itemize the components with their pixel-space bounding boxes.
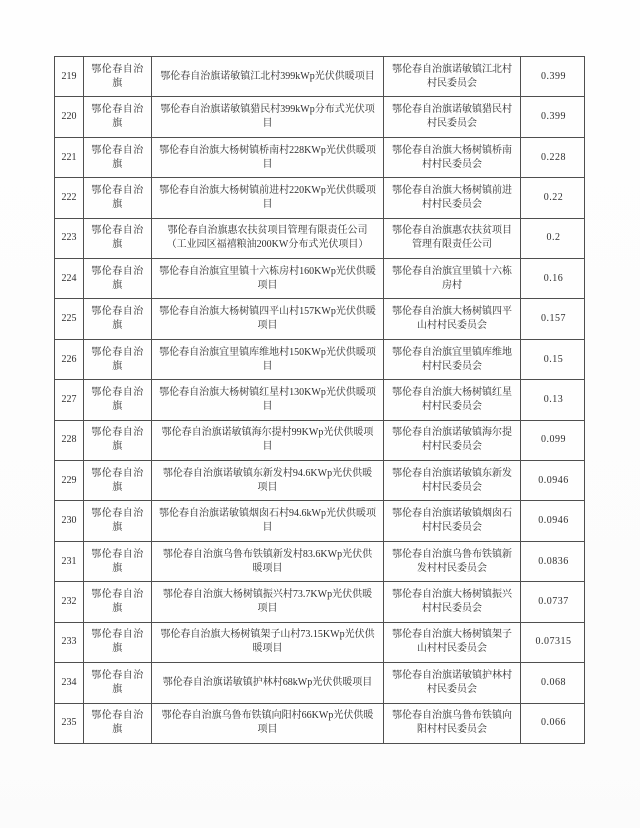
row-number-cell: 227 xyxy=(55,380,84,419)
row-number-cell: 231 xyxy=(55,542,84,581)
table-row xyxy=(55,663,584,703)
project-name-cell: 鄂伦春自治旗大杨树镇红星村130KWp光伏供暖项目 xyxy=(152,380,384,419)
table-body xyxy=(55,57,584,743)
value-cell: 0.099 xyxy=(541,434,566,446)
region-cell: 鄂伦春自治旗 xyxy=(84,663,152,702)
value-cell: 0.15 xyxy=(543,353,564,365)
project-name-cell: 鄂伦春自治旗乌鲁布铁镇向阳村66KWp光伏供暖项目 xyxy=(152,704,384,743)
organization-cell: 鄂伦春自治旗大杨树镇桥南村村民委员会 xyxy=(384,138,521,177)
region-cell: 鄂伦春自治旗 xyxy=(84,623,152,662)
row-number-cell: 224 xyxy=(55,259,84,298)
project-name-cell: 鄂伦春自治旗大杨树镇桥南村228KWp光伏供暖项目 xyxy=(152,138,384,177)
project-name-cell: 鄂伦春自治旗诺敏镇海尔提村99KWp光伏供暖项目 xyxy=(152,421,384,460)
row-number-cell: 226 xyxy=(55,340,84,379)
value-cell: 0.0836 xyxy=(538,555,569,567)
value-cell: 0.157 xyxy=(541,313,566,325)
row-number-cell: 220 xyxy=(55,97,84,136)
region-cell: 鄂伦春自治旗 xyxy=(84,97,152,136)
table-row xyxy=(55,542,584,582)
row-number-cell: 219 xyxy=(55,57,84,96)
row-number-cell: 221 xyxy=(55,138,84,177)
region-cell: 鄂伦春自治旗 xyxy=(84,178,152,217)
table-row xyxy=(55,501,584,541)
row-number-cell: 232 xyxy=(55,582,84,621)
table-row xyxy=(55,421,584,461)
project-subsidy-table xyxy=(54,56,585,744)
project-name-cell: 鄂伦春自治旗宜里镇十六栋房村160KWp光伏供暖项目 xyxy=(152,259,384,298)
project-name-cell: 鄂伦春自治旗大杨树镇架子山村73.15KWp光伏供暖项目 xyxy=(152,623,384,662)
table-row xyxy=(55,138,584,178)
organization-cell: 鄂伦春自治旗大杨树镇前进村村民委员会 xyxy=(384,178,521,217)
table-row xyxy=(55,461,584,501)
table-row xyxy=(55,178,584,218)
organization-cell: 鄂伦春自治旗诺敏镇海尔提村村民委员会 xyxy=(384,421,521,460)
organization-cell: 鄂伦春自治旗大杨树镇四平山村村民委员会 xyxy=(384,299,521,338)
table-row xyxy=(55,299,584,339)
project-name-cell: 鄂伦春自治旗大杨树镇四平山村157KWp光伏供暖项目 xyxy=(152,299,384,338)
project-name-cell: 鄂伦春自治旗宜里镇库维地村150KWp光伏供暖项目 xyxy=(152,340,384,379)
row-number-cell: 234 xyxy=(55,663,84,702)
project-name-cell: 鄂伦春自治旗惠农扶贫项目管理有限责任公司（工业园区福禧粮油200KW分布式光伏项目） xyxy=(152,219,384,258)
region-cell: 鄂伦春自治旗 xyxy=(84,380,152,419)
organization-cell: 鄂伦春自治旗诺敏镇猎民村村民委员会 xyxy=(384,97,521,136)
table-row xyxy=(55,704,584,743)
region-cell: 鄂伦春自治旗 xyxy=(84,138,152,177)
region-cell: 鄂伦春自治旗 xyxy=(84,421,152,460)
organization-cell: 鄂伦春自治旗大杨树镇红星村村民委员会 xyxy=(384,380,521,419)
region-cell: 鄂伦春自治旗 xyxy=(84,57,152,96)
value-cell: 0.22 xyxy=(543,191,564,203)
organization-cell: 鄂伦春自治旗大杨树镇振兴村村民委员会 xyxy=(384,582,521,621)
row-number-cell: 235 xyxy=(55,704,84,743)
region-cell: 鄂伦春自治旗 xyxy=(84,259,152,298)
region-cell: 鄂伦春自治旗 xyxy=(84,704,152,743)
region-cell: 鄂伦春自治旗 xyxy=(84,299,152,338)
region-cell: 鄂伦春自治旗 xyxy=(84,461,152,500)
region-cell: 鄂伦春自治旗 xyxy=(84,340,152,379)
row-number-cell: 225 xyxy=(55,299,84,338)
organization-cell: 鄂伦春自治旗乌鲁布铁镇新发村村民委员会 xyxy=(384,542,521,581)
organization-cell: 鄂伦春自治旗乌鲁布铁镇向阳村村民委员会 xyxy=(384,704,521,743)
organization-cell: 鄂伦春自治旗诺敏镇烟囱石村村民委员会 xyxy=(384,501,521,540)
value-cell: 0.2 xyxy=(546,232,561,244)
value-cell: 0.068 xyxy=(541,676,566,688)
organization-cell: 鄂伦春自治旗宜里镇十六栋房村 xyxy=(384,259,521,298)
project-name-cell: 鄂伦春自治旗诺敏镇东新发村94.6KWp光伏供暖项目 xyxy=(152,461,384,500)
table-row xyxy=(55,582,584,622)
value-cell: 0.0737 xyxy=(538,595,569,607)
row-number-cell: 229 xyxy=(55,461,84,500)
table-row xyxy=(55,623,584,663)
region-cell: 鄂伦春自治旗 xyxy=(84,542,152,581)
value-cell: 0.0946 xyxy=(538,515,569,527)
row-number-cell: 222 xyxy=(55,178,84,217)
project-name-cell: 鄂伦春自治旗大杨树镇振兴村73.7KWp光伏供暖项目 xyxy=(152,582,384,621)
value-cell: 0.399 xyxy=(541,70,566,82)
organization-cell: 鄂伦春自治旗诺敏镇护林村村民委员会 xyxy=(384,663,521,702)
table-row xyxy=(55,57,584,97)
value-cell: 0.16 xyxy=(543,272,564,284)
organization-cell: 鄂伦春自治旗惠农扶贫项目管理有限责任公司 xyxy=(384,219,521,258)
row-number-cell: 233 xyxy=(55,623,84,662)
organization-cell: 鄂伦春自治旗诺敏镇江北村村民委员会 xyxy=(384,57,521,96)
value-cell: 0.0946 xyxy=(538,474,569,486)
row-number-cell: 223 xyxy=(55,219,84,258)
organization-cell: 鄂伦春自治旗大杨树镇架子山村村民委员会 xyxy=(384,623,521,662)
project-name-cell: 鄂伦春自治旗大杨树镇前进村220KWp光伏供暖项目 xyxy=(152,178,384,217)
organization-cell: 鄂伦春自治旗诺敏镇东新发村村民委员会 xyxy=(384,461,521,500)
project-name-cell: 鄂伦春自治旗诺敏镇江北村399kWp光伏供暖项目 xyxy=(152,57,384,96)
organization-cell: 鄂伦春自治旗宜里镇库维地村村民委员会 xyxy=(384,340,521,379)
project-name-cell: 鄂伦春自治旗乌鲁布铁镇新发村83.6KWp光伏供暖项目 xyxy=(152,542,384,581)
value-cell: 0.066 xyxy=(541,717,566,729)
row-number-cell: 230 xyxy=(55,501,84,540)
table-row xyxy=(55,219,584,259)
value-cell: 0.399 xyxy=(541,111,566,123)
value-cell: 0.07315 xyxy=(535,636,572,648)
table-row xyxy=(55,340,584,380)
value-cell: 0.13 xyxy=(543,393,564,405)
table-row xyxy=(55,259,584,299)
project-name-cell: 鄂伦春自治旗诺敏镇烟囱石村94.6kWp光伏供暖项目 xyxy=(152,501,384,540)
value-cell: 0.228 xyxy=(541,151,566,163)
project-name-cell: 鄂伦春自治旗诺敏镇护林村68kWp光伏供暖项目 xyxy=(152,663,384,702)
table-row xyxy=(55,380,584,420)
region-cell: 鄂伦春自治旗 xyxy=(84,501,152,540)
table-row xyxy=(55,97,584,137)
row-number-cell: 228 xyxy=(55,421,84,460)
region-cell: 鄂伦春自治旗 xyxy=(84,582,152,621)
region-cell: 鄂伦春自治旗 xyxy=(84,219,152,258)
project-name-cell: 鄂伦春自治旗诺敏镇猎民村399kWp分布式光伏项目 xyxy=(152,97,384,136)
